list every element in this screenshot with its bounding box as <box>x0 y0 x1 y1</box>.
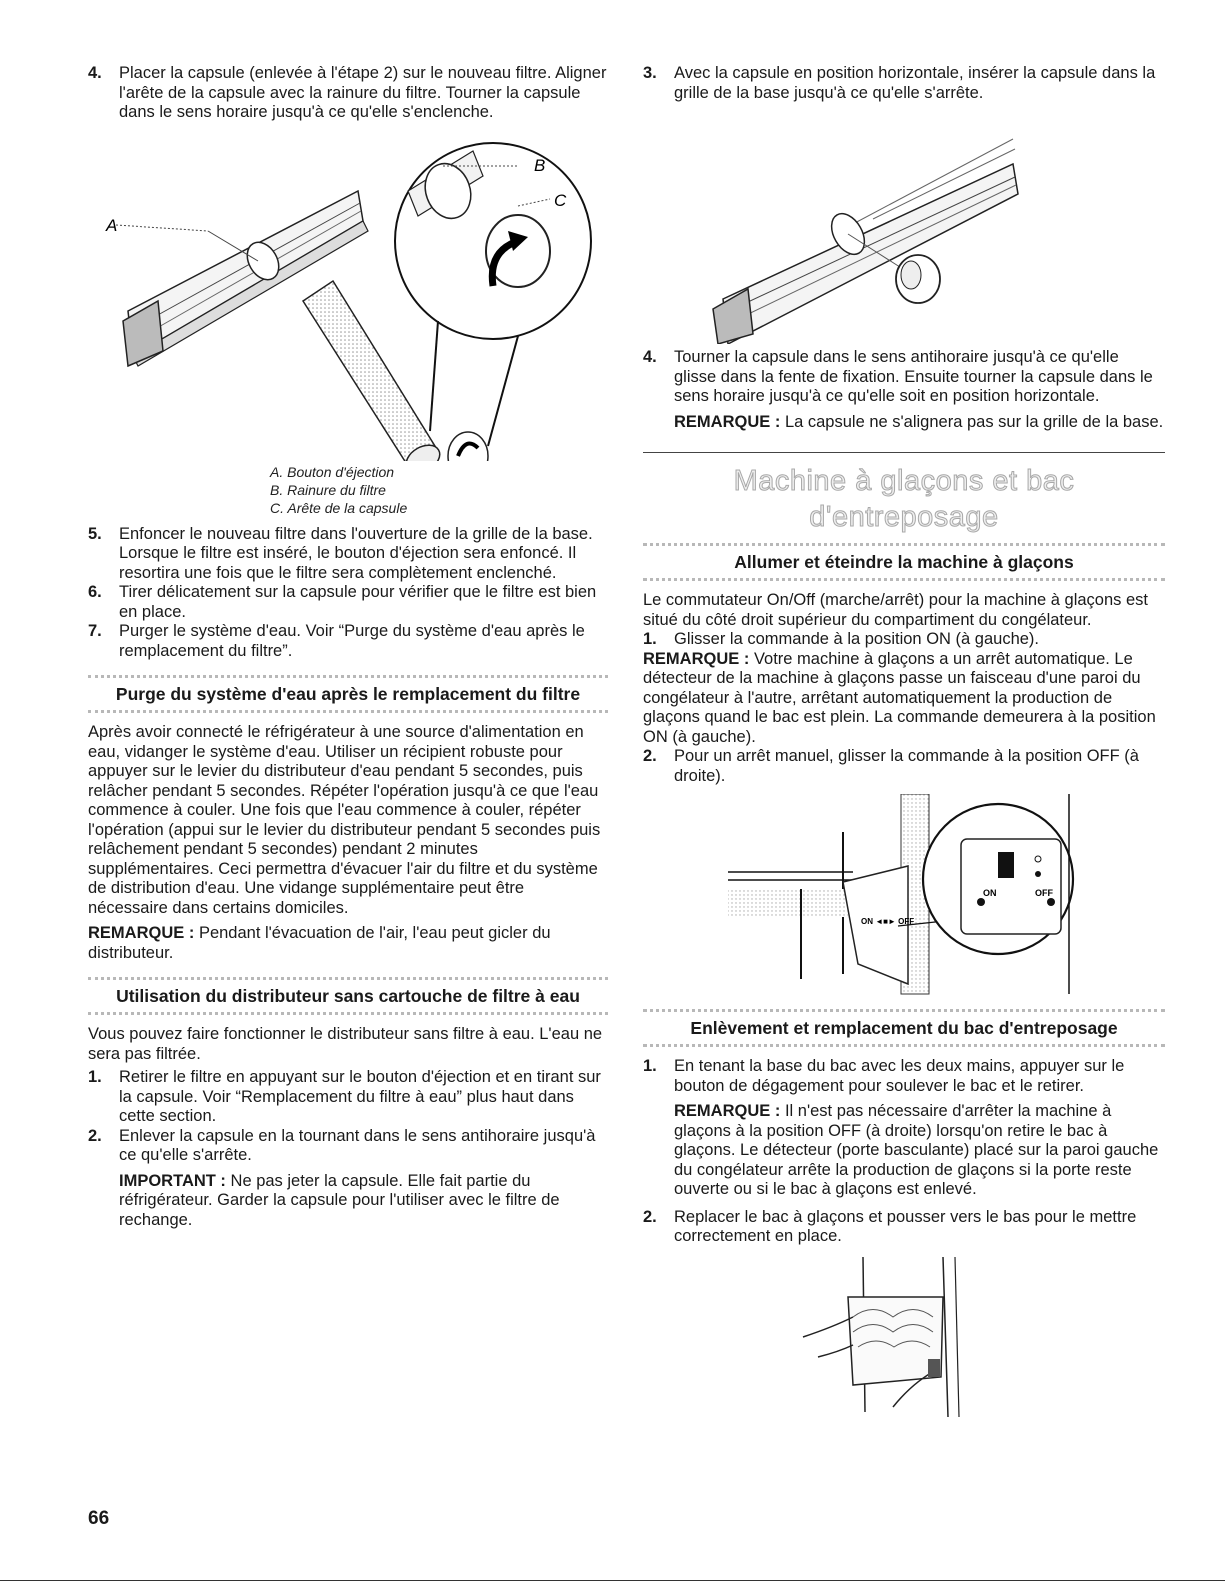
step-number: 3. <box>643 64 657 82</box>
important-label: IMPORTANT : <box>119 1171 226 1190</box>
step-number: 4. <box>88 64 102 82</box>
step-text: Placer la capsule (enlevée à l'étape 2) sur le nouveau filtre. Aligner l'arête de la capsule avec la rainure du filtre. Tourner la capsule dans le sens horaire jusqu'à ce qu'elle s'enclenche. <box>119 64 607 121</box>
utilisation-step-1 <box>88 1068 608 1127</box>
ice-switch-illustration <box>643 794 1165 999</box>
step-number: 5. <box>88 524 102 543</box>
filter-install-illustration <box>88 131 608 461</box>
step-text: Enlever la capsule en la tournant dans le sens antihoraire jusqu'à ce qu'elle s'arrête. <box>119 1126 596 1164</box>
enlevement-heading: Enlèvement et remplacement du bac d'entreposage <box>643 1009 1165 1047</box>
step-5-left <box>88 525 608 584</box>
bottom-rule <box>0 1580 1225 1581</box>
cap-diagram <box>643 109 1165 344</box>
step-number: 4. <box>643 348 657 366</box>
note-label: REMARQUE : <box>674 412 781 431</box>
note-label: REMARQUE : <box>88 924 195 942</box>
step-number: 2. <box>643 747 657 765</box>
utilisation-step-2 <box>88 1127 608 1166</box>
ice-bin-diagram <box>643 1257 1165 1417</box>
switch-off-label: OFF <box>1035 888 1053 898</box>
step-text: Replacer le bac à glaçons et pousser vers le bas pour le mettre correctement en place. <box>674 1207 1137 1245</box>
step-4-left <box>88 64 608 123</box>
step-7-left <box>88 622 608 661</box>
allumer-heading: Allumer et éteindre la machine à glaçons <box>643 543 1165 581</box>
allumer-note <box>643 650 1165 748</box>
step-text: Avec la capsule en position horizontale, insérer la capsule dans la grille de la base jusqu'à ce qu'elle s'arrête. <box>674 64 1156 102</box>
step-number: 2. <box>88 1126 102 1145</box>
ice-switch-diagram <box>643 794 1165 999</box>
step-4-note <box>643 413 1165 433</box>
note-text: Pendant l'évacuation de l'air, l'eau peut gicler du distributeur. <box>88 924 551 962</box>
step-number: 1. <box>643 1057 657 1075</box>
enlevement-step-2 <box>643 1208 1165 1247</box>
filter-diagram <box>88 131 608 461</box>
step-text: Glisser la commande à la position ON (à gauche). <box>674 630 1039 648</box>
label-a: A <box>106 215 118 235</box>
important-note <box>88 1172 608 1231</box>
important-text: Ne pas jeter la capsule. Elle fait partie du réfrigérateur. Garder la capsule pour l'utiliser avec le filtre de rechange. <box>119 1171 560 1229</box>
page-number: 66 <box>88 1508 110 1529</box>
note-text: Votre machine à glaçons a un arrêt automatique. Le détecteur de la machine à glaçons passe un faisceau d'une paroi du congélateur à l'autre, arrêtant automatiquement la production de glaçons quand le bac est plein. La commande demeurera à la position ON (à gauche). <box>643 649 1156 746</box>
step-text: Retirer le filtre en appuyant sur le bouton d'éjection et en tirant sur la capsule. Voir “Remplacement du filtre à eau” plus haut dans cette section. <box>119 1068 601 1125</box>
switch-on-label: ON <box>983 888 997 898</box>
step-number: 1. <box>88 1068 102 1086</box>
note-label: REMARQUE : <box>643 649 750 668</box>
purge-note <box>88 924 608 963</box>
right-column <box>643 64 1165 1417</box>
step-number: 1. <box>643 630 657 648</box>
utilisation-heading: Utilisation du distributeur sans cartouche de filtre à eau <box>88 977 608 1015</box>
left-column <box>88 64 608 1230</box>
purge-body: Après avoir connecté le réfrigérateur à une source d'alimentation en eau, vidanger le système d'eau. Utiliser un récipient robuste pour appuyer sur le levier du distributeur d'eau pendant 5 secondes, puis relâcher pendant 5 secondes. Répéter l'opération jusqu'à ce que l'eau commence à couler. Une fois que l'eau commence à couler, répéter l'opération (appui sur le levier du distributeur pendant 5 secondes puis relâchement pendant 5 secondes) pendant 2 minutes supplémentaires. Ceci permettra d'évacuer l'air du filtre et du système de distribution d'eau. Une vidange supplémentaire peut être nécessaire dans certains domiciles. <box>88 723 601 917</box>
step-3-right <box>643 64 1165 103</box>
allumer-step-2 <box>643 747 1165 786</box>
cap-insert-illustration <box>643 109 1165 344</box>
step-6-left <box>88 583 608 622</box>
label-c: C <box>554 190 567 210</box>
allumer-intro: Le commutateur On/Off (marche/arrêt) pour la machine à glaçons est situé du côté droit supérieur du compartiment du congélateur. <box>643 591 1149 629</box>
step-number: 6. <box>88 583 102 601</box>
section-title: Machine à glaçons et bac d'entreposage <box>643 452 1165 535</box>
note-text: Il n'est pas nécessaire d'arrêter la machine à glaçons à la position OFF (à droite) lorsqu'on retire le bac à glaçons. Le détecteur (porte basculante) placé sur la paroi gauche du congélateur arrête la production de glaçons si la porte reste ouverte ou si le bac à glaçons est enlevé. <box>674 1102 1159 1198</box>
step-number: 2. <box>643 1207 657 1226</box>
label-b: B <box>534 155 546 175</box>
step-4-right <box>643 348 1165 407</box>
step-text: Tirer délicatement sur la capsule pour vérifier que le filtre est bien en place. <box>119 583 597 621</box>
step-text: En tenant la base du bac avec les deux mains, appuyer sur le bouton de dégagement pour soulever le bac et le retirer. <box>674 1057 1125 1095</box>
legend-item: C. Arête de la capsule <box>270 499 408 516</box>
legend-item: A. Bouton d'éjection <box>270 463 395 480</box>
figure-legend <box>270 463 608 517</box>
ice-bin-illustration <box>643 1257 1165 1417</box>
legend-item: B. Rainure du filtre <box>270 481 386 498</box>
allumer-step-1 <box>643 630 1165 650</box>
utilisation-body: Vous pouvez faire fonctionner le distributeur sans filtre à eau. L'eau ne sera pas filtrée. <box>88 1025 603 1063</box>
step-text: Pour un arrêt manuel, glisser la commande à la position OFF (à droite). <box>674 747 1139 785</box>
step-text: Tourner la capsule dans le sens antihoraire jusqu'à ce qu'elle glisse dans la fente de fixation. Ensuite tourner la capsule dans le sens horaire jusqu'à ce qu'elle soit en position horizontale. <box>674 348 1153 405</box>
step-text: Enfoncer le nouveau filtre dans l'ouverture de la grille de la base. Lorsque le filtre est inséré, le bouton d'éjection sera enfoncé. Il resortira une fois que le filtre sera complètement enclenché. <box>119 524 593 582</box>
note-text: La capsule ne s'alignera pas sur la grille de la base. <box>784 412 1164 431</box>
step-number: 7. <box>88 622 102 640</box>
purge-heading: Purge du système d'eau après le remplacement du filtre <box>88 675 608 713</box>
svg-text:ON ◄■► OFF: ON ◄■► OFF <box>861 917 915 926</box>
enlevement-note <box>643 1102 1165 1200</box>
note-label: REMARQUE : <box>674 1102 781 1120</box>
step-text: Purger le système d'eau. Voir “Purge du système d'eau après le remplacement du filtre”. <box>119 622 585 660</box>
enlevement-step-1 <box>643 1057 1165 1096</box>
